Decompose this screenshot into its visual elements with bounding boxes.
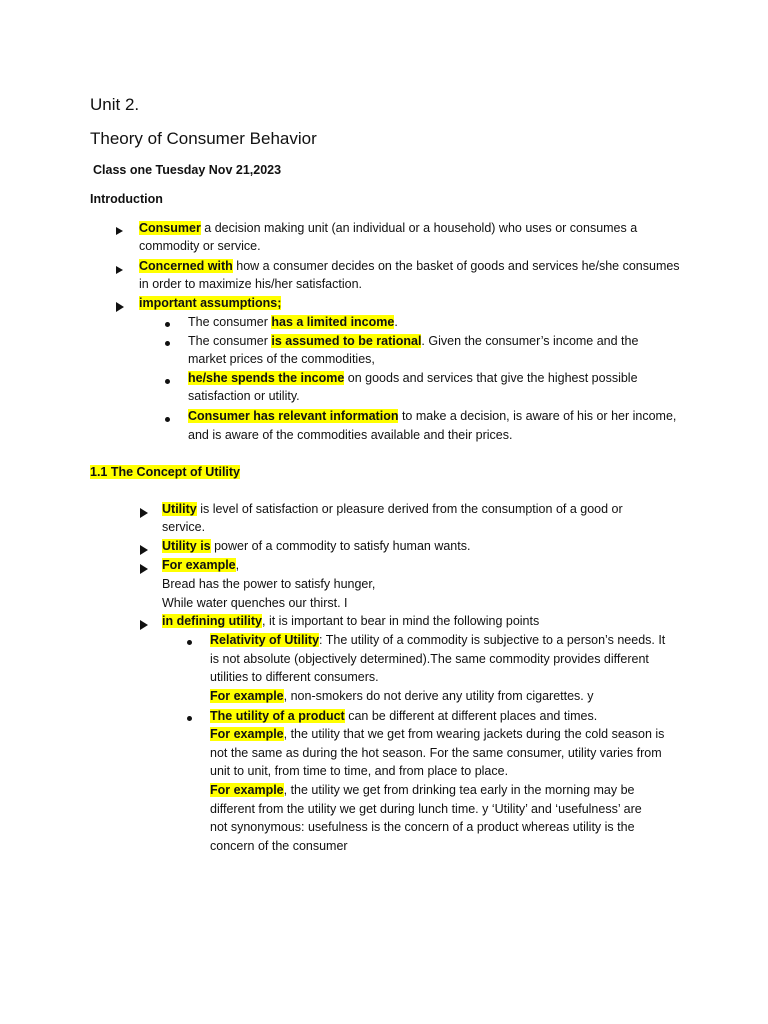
arrow-bullet-icon	[140, 541, 148, 559]
chapter-title: Theory of Consumer Behavior	[90, 129, 317, 148]
assumptions-heading: important assumptions;	[139, 296, 282, 310]
relativity-of-utility: Relativity of Utility: The utility of a commodity is subjective to a person’s needs. It	[210, 633, 666, 647]
arrow-bullet-icon	[116, 298, 124, 316]
arrow-bullet-icon	[116, 222, 123, 240]
assumption-limited-income: The consumer has a limited income.	[188, 315, 398, 329]
product-line-3: not the same as during the hot season. For the same consumer, utility varies from	[210, 746, 662, 760]
unit-title: Unit 2.	[90, 95, 140, 114]
relativity-line-2: is not absolute (objectively determined).The same commodity provides different	[210, 652, 649, 666]
concerned-with-term: Concerned with	[139, 259, 233, 273]
utility-definition: Utility is level of satisfaction or pleasure derived from the consumption of a good or	[162, 502, 623, 516]
consumer-term: Consumer	[139, 221, 201, 235]
dot-bullet-icon	[165, 411, 170, 429]
product-line-7: not synonymous: usefulness is the concern of a product whereas utility is the	[210, 820, 635, 834]
dot-bullet-icon	[165, 335, 170, 353]
dot-bullet-icon	[187, 634, 192, 652]
consumer-definition: Consumer a decision making unit (an individual or a household) who uses or consumes a	[139, 221, 638, 235]
dot-bullet-icon	[187, 710, 192, 728]
utility-definition-cont: service.	[162, 520, 206, 534]
bread-example: Bread has the power to satisfy hunger,	[162, 577, 376, 591]
concerned-with-line: Concerned with how a consumer decides on the basket of goods and services he/she consumes	[139, 259, 680, 273]
arrow-bullet-icon	[116, 261, 123, 279]
introduction-heading: Introduction	[90, 192, 163, 206]
assumption-information: Consumer has relevant information to make a decision, is aware of his or her income,	[188, 409, 677, 423]
relativity-line-3: utilities to different consumers.	[210, 670, 379, 684]
utility-power: Utility is power of a commodity to satisfy human wants.	[162, 539, 471, 553]
assumption-spends-income-cont: satisfaction or utility.	[188, 389, 300, 403]
dot-bullet-icon	[165, 373, 170, 391]
concerned-with-cont: in order to maximize his/her satisfaction.	[139, 277, 363, 291]
utility-of-product: The utility of a product can be different at different places and times.	[210, 709, 598, 723]
jackets-example: For example, the utility that we get from wearing jackets during the cold season is	[210, 727, 665, 741]
arrow-bullet-icon	[140, 616, 148, 634]
for-example-line: For example,	[162, 558, 240, 572]
consumer-definition-cont: commodity or service.	[139, 239, 261, 253]
assumption-spends-income: he/she spends the income on goods and services that give the highest possible	[188, 371, 638, 385]
water-example: While water quenches our thirst. I	[162, 596, 348, 610]
tea-example: For example, the utility we get from drinking tea early in the morning may be	[210, 783, 635, 797]
arrow-bullet-icon	[140, 560, 148, 578]
product-line-4: unit to unit, from time to time, and from place to place.	[210, 764, 509, 778]
dot-bullet-icon	[165, 316, 170, 334]
relativity-example: For example, non-smokers do not derive any utility from cigarettes. y	[210, 689, 594, 703]
section-heading-utility: 1.1 The Concept of Utility	[90, 465, 241, 479]
assumption-information-cont: and is aware of the commodities available and their prices.	[188, 428, 513, 442]
arrow-bullet-icon	[140, 504, 148, 522]
assumption-rational-cont: market prices of the commodities,	[188, 352, 375, 366]
product-line-6: different from the utility we get during lunch time. y ‘Utility’ and ‘usefulness’ are	[210, 802, 642, 816]
assumption-rational: The consumer is assumed to be rational. Given the consumer’s income and the	[188, 334, 639, 348]
defining-utility-line: in defining utility, it is important to bear in mind the following points	[162, 614, 540, 628]
class-date-line: Class one Tuesday Nov 21,2023	[93, 163, 282, 177]
product-line-8: concern of the consumer	[210, 839, 348, 853]
